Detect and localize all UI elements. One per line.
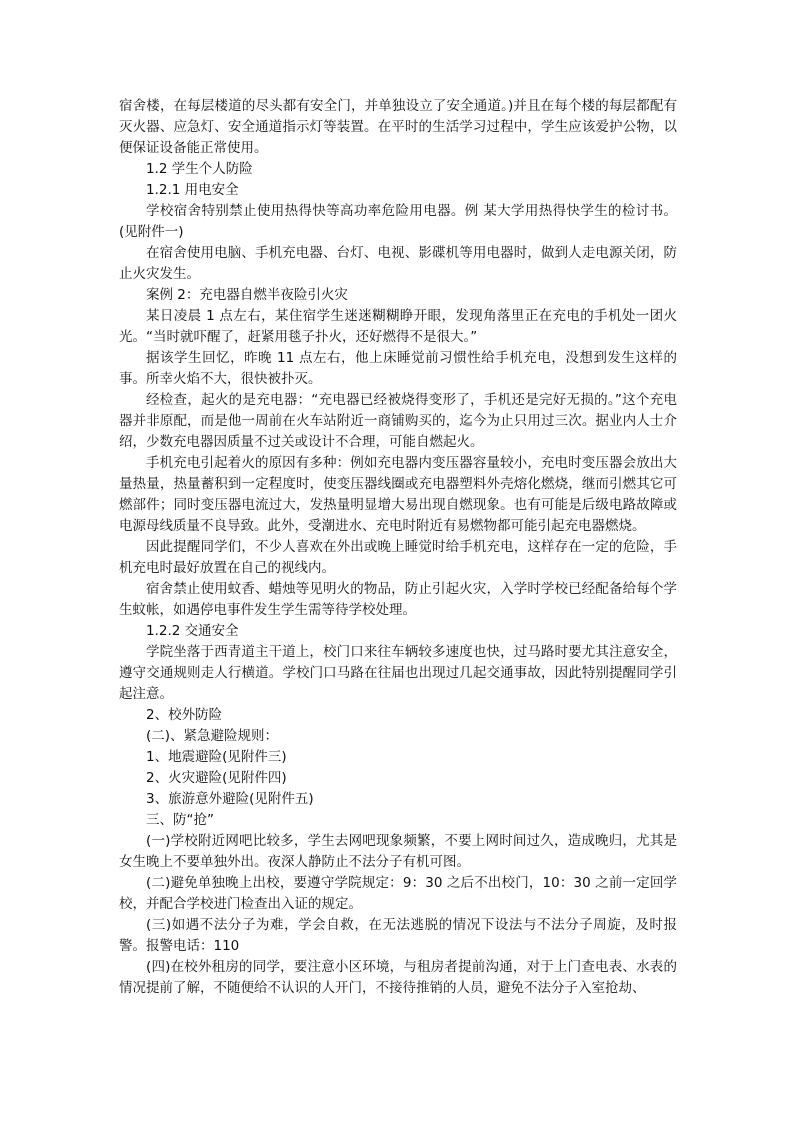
paragraph: 某日凌晨 1 点左右，某住宿学生迷迷糊糊睁开眼，发现角落里正在充电的手机处一团火光。“当时就吓醒了，赶紧用毯子扑火，还好燃得不是很大。”	[119, 308, 677, 345]
paragraph: (一)学校附近网吧比较多，学生去网吧现象频繁，不要上网时间过久，造成晚归，尤其是女生晚上不要单独外出。夜深人静防止不法分子有机可图。	[119, 833, 677, 870]
paragraph: 因此提醒同学们，不少人喜欢在外出或晚上睡觉时给手机充电，这样存在一定的危险，手机充电时最好放置在自己的视线内。	[119, 539, 677, 576]
paragraph: 经检查，起火的是充电器：“充电器已经被烧得变形了，手机还是完好无损的。”这个充电器并非原配，而是他一周前在火车站附近一商铺购买的，迄今为止只用过三次。据业内人士介绍，少数充电器因质量不过关或设计不合理，可能自燃起火。	[119, 392, 677, 450]
paragraph: 手机充电引起着火的原因有多种：例如充电器内变压器容量较小，充电时变压器会放出大量热量，热量蓄积到一定程度时，使变压器线圈或充电器塑料外壳熔化燃烧，继而引燃其它可燃部件；同时变压器电流过大，发热量明显增大易出现自燃现象。也有可能是后级电路故障或电源母线质量不良导致。此外，受潮进水、充电时附近有易燃物都可能引起充电器燃烧。	[119, 455, 677, 534]
list-item: 1、地震避险(见附件三)	[146, 749, 287, 765]
paragraph: 宿舍楼，在每层楼道的尽头都有安全门，并单独设立了安全通道。)并且在每个楼的每层都配有灭火器、应急灯、安全通道指示灯等装置。在平时的生活学习过程中，学生应该爱护公物，以便保证设备能正常使用。	[119, 98, 677, 156]
subsection-heading: 1.2.1 用电安全	[146, 182, 239, 198]
section-heading: 三、防“抢”	[146, 812, 214, 828]
case-heading: 案例 2：充电器自燃半夜险引火灾	[146, 287, 348, 303]
document-page	[119, 96, 677, 999]
list-item: 2、火灾避险(见附件四)	[146, 770, 287, 786]
list-heading: (二)、紧急避险规则：	[146, 728, 279, 744]
section-heading: 2、校外防险	[146, 707, 223, 723]
list-item: 3、旅游意外避险(见附件五)	[146, 791, 314, 807]
paragraph: 据该学生回忆，昨晚 11 点左右，他上床睡觉前习惯性给手机充电，没想到发生这样的事。所幸火焰不大，很快被扑灭。	[119, 350, 677, 387]
section-heading: 1.2 学生个人防险	[146, 161, 253, 177]
paragraph: 在宿舍使用电脑、手机充电器、台灯、电视、影碟机等用电器时，做到人走电源关闭，防止火灾发生。	[119, 245, 677, 282]
paragraph: 宿舍禁止使用蚊香、蜡烛等见明火的物品，防止引起火灾，入学时学校已经配备给每个学生蚊帐，如遇停电事件发生学生需等待学校处理。	[119, 581, 677, 618]
paragraph: (二)避免单独晚上出校，要遵守学院规定：9：30 之后不出校门，10：30 之前一定回学校，并配合学校进门检查出入证的规定。	[119, 875, 677, 912]
paragraph: (四)在校外租房的同学，要注意小区环境，与租房者提前沟通，对于上门查电表、水表的情况提前了解，不随便给不认识的人开门，不接待推销的人员，避免不法分子入室抢劫、	[119, 959, 677, 996]
paragraph: (三)如遇不法分子为难，学会自救，在无法逃脱的情况下设法与不法分子周旋，及时报警。报警电话：110	[119, 917, 677, 954]
paragraph: 学校宿舍特别禁止使用热得快等高功率危险用电器。例 某大学用热得快学生的检讨书。(见附件一)	[119, 203, 677, 240]
subsection-heading: 1.2.2 交通安全	[146, 623, 239, 639]
paragraph: 学院坐落于西青道主干道上，校门口来往车辆较多速度也快，过马路时要尤其注意安全，遵守交通规则走人行横道。学校门口马路在往届也出现过几起交通事故，因此特别提醒同学引起注意。	[119, 644, 677, 702]
